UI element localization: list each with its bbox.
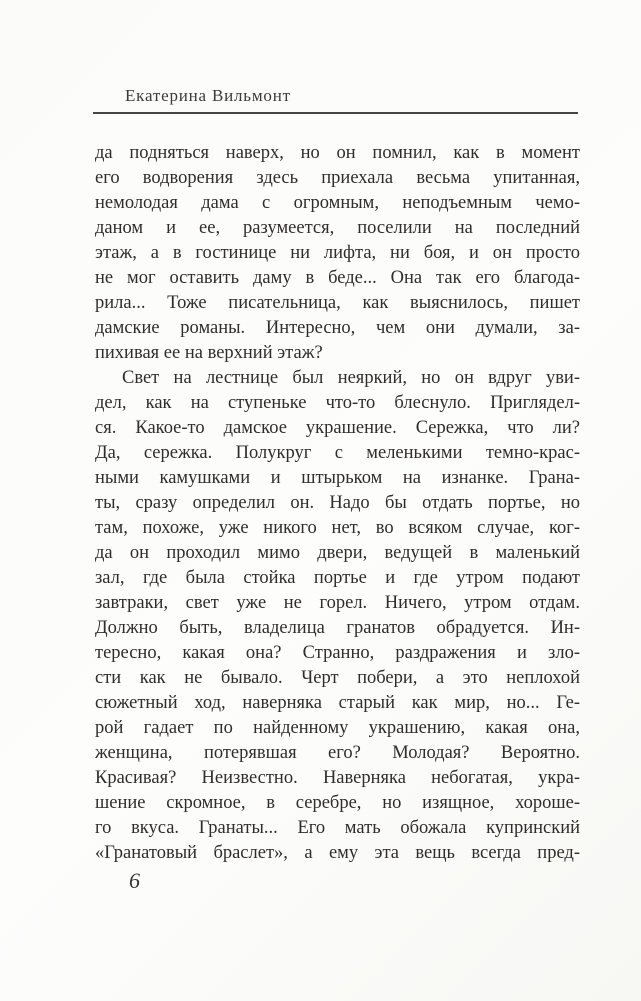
text-line: шение скромное, в серебре, но изящное, хороше- (95, 793, 580, 813)
text-line: женщина, потерявшая его? Молодая? Вероятно. (95, 743, 580, 763)
text-line: рила... Тоже писательница, как выяснилось, пишет (95, 293, 580, 313)
text-line: не мог оставить даму в беде... Она так его благода- (95, 268, 580, 288)
text-line: Свет на лестнице был неяркий, но он вдруг уви- (122, 368, 580, 388)
text-line: ными камушками и штырьком на изнанке. Грана- (95, 468, 580, 488)
text-line: дамские романы. Интересно, чем они думали, за- (95, 318, 580, 338)
text-line: тересно, какая она? Странно, раздражения и зло- (95, 643, 580, 663)
running-header-author: Екатерина Вильмонт (125, 86, 291, 105)
header-rule (93, 112, 578, 114)
text-line: Да, сережка. Полукруг с меленькими темно-крас- (95, 443, 580, 463)
text-line: немолодая дама с огромным, неподъемным чемо- (95, 193, 580, 213)
text-line: «Гранатовый браслет», а ему эта вещь всегда пред- (95, 843, 580, 863)
text-line: да он проходил мимо двери, ведущей в маленький (95, 543, 580, 563)
text-line: зал, где была стойка портье и где утром подают (95, 568, 580, 588)
page-number: 6 (129, 868, 140, 893)
text-line: его водворения здесь приехала весьма упитанная, (95, 168, 580, 188)
text-line: го вкуса. Гранаты... Его мать обожала купринский (95, 818, 580, 838)
text-line: Должно быть, владелица гранатов обрадуется. Ин- (95, 618, 580, 638)
text-line: ся. Какое-то дамское украшение. Сережка, что ли? (95, 418, 580, 438)
text-line: Красивая? Неизвестно. Наверняка небогатая, укра- (95, 768, 580, 788)
text-line: там, похоже, уже никого нет, во всяком случае, ког- (95, 518, 580, 538)
text-line: даном и ее, разумеется, поселили на последний (95, 218, 580, 238)
text-line: рой гадает по найденному украшению, какая она, (95, 718, 580, 738)
text-line: ты, сразу определил он. Надо бы отдать портье, но (95, 493, 580, 513)
text-line: сюжетный ход, наверняка старый как мир, но... Ге- (95, 693, 580, 713)
page-body (95, 141, 580, 866)
text-line: дел, как на ступеньке что-то блеснуло. Приглядел- (95, 393, 580, 413)
text-line: да подняться наверх, но он помнил, как в момент (95, 143, 580, 163)
text-line: пихивая ее на верхний этаж? (95, 343, 323, 363)
text-line: завтраки, свет уже не горел. Ничего, утром отдам. (95, 593, 580, 613)
text-line: сти как не бывало. Черт побери, а это неплохой (95, 668, 580, 688)
text-line: этаж, а в гостинице ни лифта, ни боя, и он просто (95, 243, 580, 263)
